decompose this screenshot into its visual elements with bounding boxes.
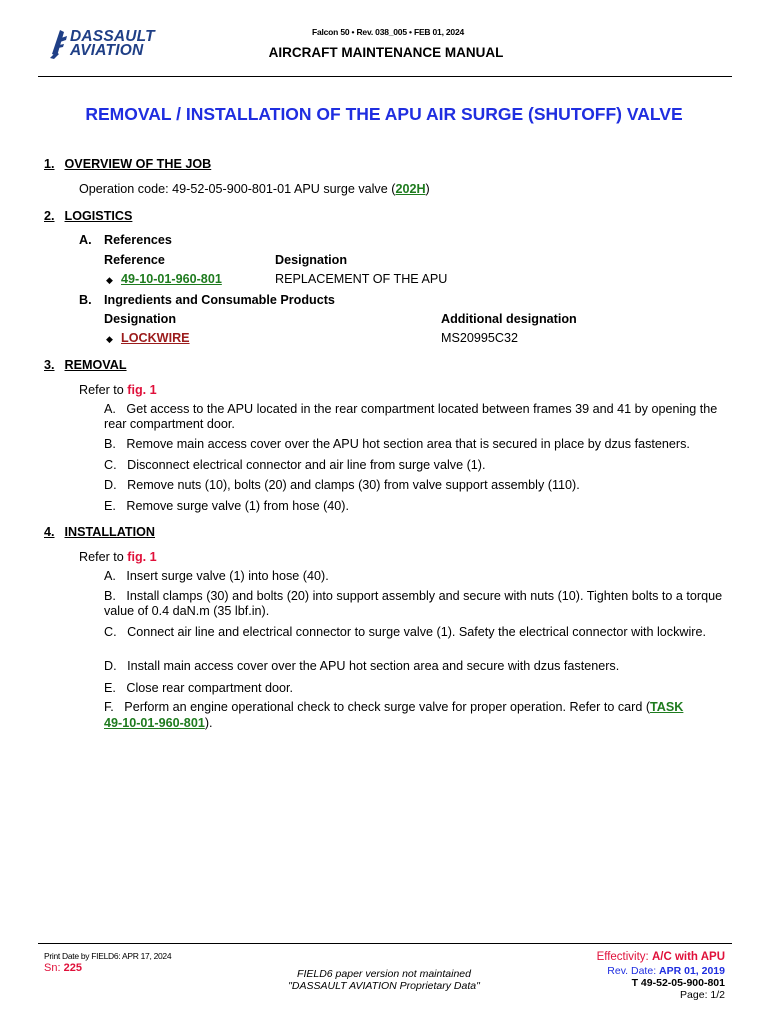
section-4-heading [44,525,155,540]
reference-link[interactable]: 49-10-01-960-801 [121,272,222,286]
revision-date-label: Rev. Date: [607,965,660,977]
step-letter: C. [104,625,117,639]
operation-code-line [79,182,430,197]
page-number: Page: 1/2 [680,989,725,1001]
step-text: Install clamps (30) and bolts (20) into support assembly and secure with nuts (10). Tighten bolts to a torque value of 0.4 daN.m (35 lbf.in). [104,589,723,618]
removal-step-a [104,402,734,432]
effectivity [597,951,725,963]
installation-step-b [104,589,734,619]
installation-step-e [104,681,293,696]
section-number: 4. [44,525,55,539]
removal-step-b [104,437,690,452]
removal-step-d [104,478,580,493]
step-text: Close rear compartment door. [126,681,293,695]
operation-code-text: Operation code: 49-52-05-900-801-01 APU surge valve ( [79,182,396,196]
manual-title: AIRCRAFT MAINTENANCE MANUAL [268,45,504,60]
step-text: Get access to the APU located in the rear compartment located between frames 39 and 41 by opening the rear compartment door. [104,402,718,431]
removal-refer-line [79,383,157,398]
refer-text: Refer to [79,550,128,564]
section-title: OVERVIEW OF THE JOB [64,157,212,171]
logo-line-2: AVIATION [70,42,144,59]
subsection-b-letter: B. [79,293,92,307]
step-letter: A. [104,402,116,416]
fig-link[interactable]: fig. 1 [127,550,157,564]
revision-date-value: APR 01, 2019 [659,965,725,977]
step-letter: F. [104,700,114,714]
effectivity-label: Effectivity: [596,951,652,963]
step-letter: A. [104,569,116,583]
section-title: REMOVAL [64,358,127,372]
step-letter: E. [104,499,116,513]
print-date: Print Date by FIELD6: APR 17, 2024 [44,951,172,961]
installation-step-f-line2 [104,716,213,731]
references-col-reference: Reference [104,253,165,267]
step-text: Disconnect electrical connector and air line from surge valve (1). [127,458,486,472]
removal-step-c [104,458,485,473]
installation-step-d [104,659,619,674]
refer-text: Refer to [79,383,128,397]
ingredients-col-additional: Additional designation [441,312,577,326]
serial-label: Sn: [44,962,64,974]
reference-designation: REPLACEMENT OF THE APU [275,272,448,286]
removal-step-e [104,499,349,514]
logo-line-1: DASSAULT [70,28,155,45]
effectivity-value: A/C with APU [651,951,725,963]
section-3-heading [44,358,127,373]
section-number: 1. [44,157,55,171]
section-2-heading [44,209,132,224]
header-divider [38,76,732,77]
subsection-a-heading: References [104,233,172,247]
step-letter: C. [104,458,117,472]
lockwire-link[interactable]: LOCKWIRE [121,331,190,345]
ingredient-additional-designation: MS20995C32 [441,331,519,345]
step-letter: B. [104,437,116,451]
operation-code-close: ) [425,182,430,196]
subsection-b-heading: Ingredients and Consumable Products [104,293,335,307]
step-text: Insert surge valve (1) into hose (40). [126,569,329,583]
step-text: Perform an engine operational check to check surge valve for proper operation. Refer to card ( [124,700,651,714]
section-title: INSTALLATION [64,525,155,539]
step-text: Connect air line and electrical connector to surge valve (1). Safety the electrical connector with lockwire. [127,625,706,639]
task-link-part-1[interactable]: TASK [650,700,684,714]
ingredient-bullet: ◆ [106,334,113,344]
installation-step-a [104,569,329,584]
references-col-designation: Designation [275,253,348,267]
doc-revision-line: Falcon 50 • Rev. 038_005 • FEB 01, 2024 [311,27,465,37]
proprietary-notice: "DASSAULT AVIATION Proprietary Data" [288,980,480,992]
revision-date [607,965,725,977]
serial-value: 225 [63,962,82,974]
reference-bullet: ◆ [106,275,113,285]
installation-step-c [104,625,734,640]
section-number: 2. [44,209,55,223]
section-title: LOGISTICS [64,209,133,223]
step-text: Remove surge valve (1) from hose (40). [126,499,349,513]
step-letter: D. [104,659,117,673]
step-text: Remove nuts (10), bolts (20) and clamps (30) from valve support assembly (110). [127,478,580,492]
installation-step-f-line1 [104,700,683,715]
step-text: Install main access cover over the APU hot section area and secure with dzus fasteners. [127,659,620,673]
task-link-close: ). [204,716,213,730]
step-letter: B. [104,589,116,603]
section-1-heading [44,157,211,172]
paper-version-notice: FIELD6 paper version not maintained [297,968,471,980]
operation-code-link[interactable]: 202H [395,182,426,196]
task-reference: T 49-52-05-900-801 [631,977,725,989]
subsection-a-letter: A. [79,233,92,247]
footer-divider [38,943,732,944]
section-number: 3. [44,358,55,372]
page-title: REMOVAL / INSTALLATION OF THE APU AIR SURGE (SHUTOFF) VALVE [85,104,683,124]
step-letter: E. [104,681,116,695]
ingredients-col-designation: Designation [104,312,177,326]
installation-refer-line [79,550,157,565]
fig-link[interactable]: fig. 1 [127,383,157,397]
step-letter: D. [104,478,117,492]
task-link-part-2[interactable]: 49-10-01-960-801 [104,716,205,730]
step-text: Remove main access cover over the APU hot section area that is secured in place by dzus fasteners. [126,437,690,451]
